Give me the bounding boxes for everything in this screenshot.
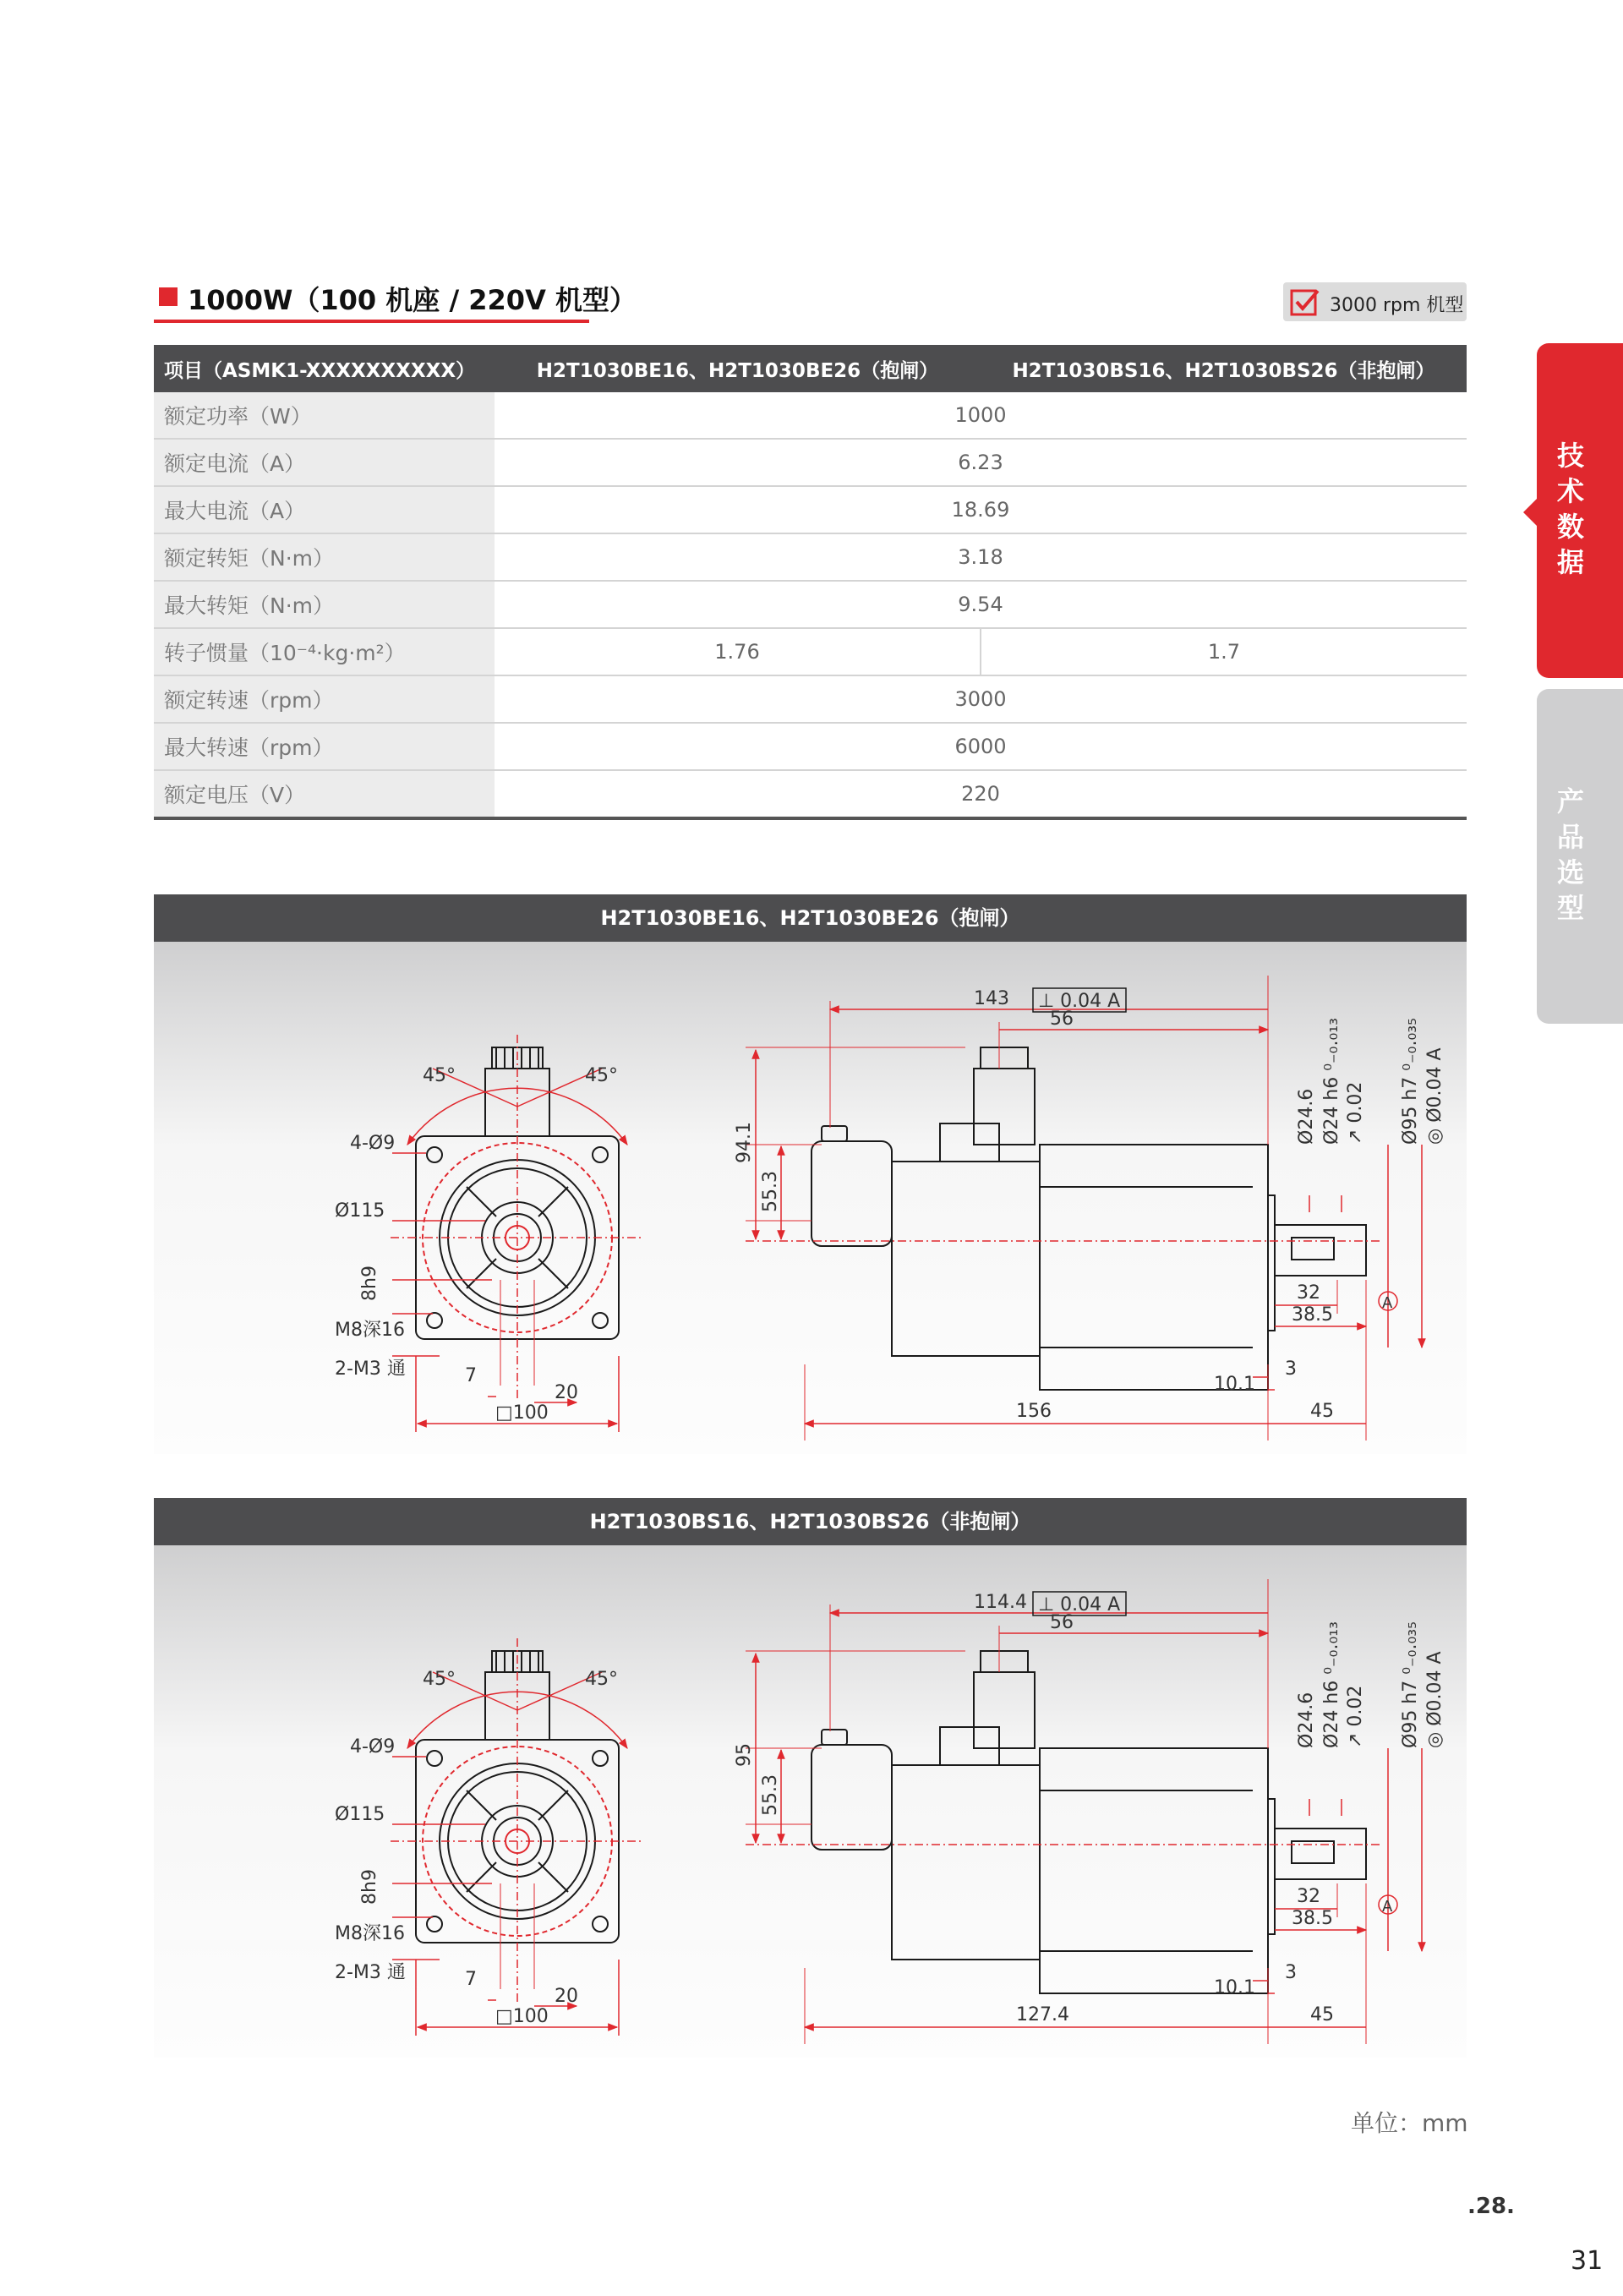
side-tab-product-selection[interactable] [1537, 689, 1623, 1024]
pcd-label: Ø115 [335, 1804, 385, 1825]
front-labels [335, 1065, 618, 1424]
unit-note: 单位：mm [1351, 2109, 1468, 2137]
shaft-dia-label: Ø24.6 [1296, 1088, 1317, 1145]
side-tab-product-selection-label: 产 品 选 型 [1556, 785, 1584, 924]
key-label: 8h9 [359, 1266, 380, 1301]
height-55-label: 55.3 [760, 1171, 781, 1212]
side-labels [734, 1592, 1445, 2025]
side-labels [734, 988, 1445, 1422]
len-56-label: 56 [1050, 1612, 1074, 1633]
shaft-len-label: 45 [1310, 2004, 1334, 2025]
shaft-dia-label: Ø24.6 [1296, 1692, 1317, 1748]
len-total-label: 114.4 [974, 1592, 1027, 1613]
row-label: 最大电流（A） [154, 486, 495, 533]
screw-label: 2-M3 通 [335, 1358, 406, 1380]
mount-hole [593, 1916, 608, 1932]
angle-left-label: 45° [423, 1669, 456, 1690]
shaft-len-label: 45 [1310, 1401, 1334, 1422]
pcd-label: Ø115 [335, 1200, 385, 1222]
bottom-dim-lines [805, 1909, 1366, 2027]
side-connector-head [981, 1047, 1028, 1069]
len-38-label: 38.5 [1292, 1304, 1333, 1326]
row-label: 最大转速（rpm） [154, 723, 495, 770]
power-connector-box [940, 1123, 999, 1162]
mount-hole [593, 1147, 608, 1162]
title-square-icon [159, 287, 178, 306]
encoder-tab [822, 1126, 847, 1141]
table-row [154, 439, 1467, 486]
screw-label: 2-M3 通 [335, 1962, 406, 1983]
mount-hole [427, 1313, 442, 1328]
height-94-label: 95 [734, 1743, 755, 1767]
holes-label: 4-Ø9 [350, 1133, 396, 1154]
row-value: 9.54 [495, 581, 1467, 628]
tolerance-label: ⊥ 0.04 A [1038, 1594, 1121, 1615]
square-label: □100 [495, 1402, 549, 1424]
motor-body [1040, 1748, 1268, 1993]
side-connector [974, 1069, 1035, 1145]
bottom-dim-lines [805, 1305, 1366, 1424]
front-view [391, 1638, 644, 2036]
rpm-badge [1283, 282, 1467, 321]
square-label: □100 [495, 2006, 549, 2027]
row-label: 额定转速（rpm） [154, 675, 495, 723]
page-sub-number: .28. [1467, 2194, 1515, 2219]
len-10-label: 10.1 [1214, 1374, 1255, 1395]
spigot-label: Ø95 h7 ⁰₋₀.₀₃₅ [1400, 1018, 1421, 1145]
side-connector [974, 1672, 1035, 1748]
row-label: 额定转矩（N·m） [154, 533, 495, 581]
angle-left-label: 45° [423, 1065, 456, 1086]
d20-label: 20 [555, 1382, 578, 1403]
shaft [1275, 1829, 1366, 1879]
table-header-brake: H2T1030BE16、H2T1030BE26（抱闸） [495, 345, 981, 392]
shaft-h6-label: Ø24 h6 ⁰₋₀.₀₁₃ [1321, 1018, 1342, 1145]
page-number: 31 [1571, 2246, 1604, 2276]
table-header-item: 项目（ASMK1-XXXXXXXXXX） [154, 345, 495, 392]
datum-label: A [1382, 1294, 1393, 1312]
holes-label: 4-Ø9 [350, 1736, 396, 1758]
drawing-panel-brake [154, 942, 1467, 1454]
len-38-label: 38.5 [1292, 1908, 1333, 1929]
datum-label: A [1382, 1898, 1393, 1916]
len-total-label: 143 [974, 988, 1009, 1009]
table-row [154, 581, 1467, 628]
row-value: 3000 [495, 675, 1467, 723]
center-lines [391, 1035, 644, 1398]
tolerance-label: ⊥ 0.04 A [1038, 991, 1121, 1012]
row-value: 6000 [495, 723, 1467, 770]
brake-section [892, 1162, 1040, 1356]
row-value: 3.18 [495, 533, 1467, 581]
flange-face [1268, 1195, 1275, 1331]
row-value: 6.23 [495, 439, 1467, 486]
row-value: 18.69 [495, 486, 1467, 533]
side-tab-tech-data-label: 技 术 数 据 [1556, 440, 1584, 578]
encoder-tab [822, 1730, 847, 1745]
shaft-h6-label: Ø24 h6 ⁰₋₀.₀₁₃ [1321, 1621, 1342, 1748]
side-tab-tech-data[interactable] [1537, 343, 1623, 678]
body-len-label: 156 [1016, 1401, 1052, 1422]
bottom-ext-lines [805, 1280, 1366, 1440]
row-value-brake: 1.76 [495, 628, 981, 675]
concentric-label: ◎ Ø0.04 A [1424, 1651, 1445, 1748]
body-lines [1040, 1187, 1253, 1348]
height-94-label: 94.1 [734, 1122, 755, 1163]
height-55-label: 55.3 [760, 1774, 781, 1816]
mount-hole [593, 1313, 608, 1328]
body-len-label: 127.4 [1016, 2004, 1069, 2025]
body-lines [1040, 1790, 1253, 1951]
row-label: 最大转矩（N·m） [154, 581, 495, 628]
mount-hole [427, 1751, 442, 1766]
section-title-text: 1000W（100 机座 / 220V 机型） [188, 284, 637, 316]
runout-label: ↗ 0.02 [1345, 1685, 1366, 1748]
checkbox-icon [1290, 287, 1320, 318]
table-row [154, 770, 1467, 818]
len-32-label: 32 [1297, 1282, 1320, 1304]
row-value: 220 [495, 770, 1467, 818]
side-view [746, 1579, 1422, 2044]
table-row [154, 486, 1467, 533]
angle-right-label: 45° [585, 1669, 618, 1690]
len-3-label: 3 [1285, 1962, 1297, 1983]
table-row [154, 675, 1467, 723]
flange-face [1268, 1799, 1275, 1934]
side-view [746, 976, 1422, 1440]
row-value-nobrake: 1.7 [981, 628, 1467, 675]
len-10-label: 10.1 [1214, 1977, 1255, 1998]
len-3-label: 3 [1285, 1358, 1297, 1380]
dimension-drawing [154, 1545, 1467, 2058]
brake-section [892, 1765, 1040, 1960]
power-connector-box [940, 1727, 999, 1765]
row-label: 额定电流（A） [154, 439, 495, 486]
angle-right-label: 45° [585, 1065, 618, 1086]
tap-label: M8深16 [335, 1923, 405, 1944]
spec-table [154, 345, 1467, 820]
table-row [154, 533, 1467, 581]
mount-hole [427, 1147, 442, 1162]
runout-label: ↗ 0.02 [1345, 1081, 1366, 1145]
mount-hole [593, 1751, 608, 1766]
d7-label: 7 [465, 1365, 477, 1386]
table-header-row [154, 345, 1467, 392]
center-lines [391, 1638, 644, 2002]
side-tab-notch [1523, 499, 1537, 526]
tap-label: M8深16 [335, 1320, 405, 1341]
drawing-title-nobrake: H2T1030BS16、H2T1030BS26（非抱闸） [154, 1498, 1467, 1545]
table-row [154, 628, 1467, 675]
row-label: 额定电压（V） [154, 770, 495, 818]
drawing-panel-nobrake [154, 1545, 1467, 2058]
table-row [154, 392, 1467, 439]
dimension-drawing [154, 942, 1467, 1454]
table-header-nobrake: H2T1030BS16、H2T1030BS26（非抱闸） [981, 345, 1467, 392]
row-label: 转子惯量（10⁻⁴·kg·m²） [154, 628, 495, 675]
encoder-cover [812, 1141, 892, 1246]
encoder-cover [812, 1745, 892, 1850]
d7-label: 7 [465, 1969, 477, 1990]
badge-label: 3000 rpm 机型 [1330, 295, 1464, 316]
mount-hole [427, 1916, 442, 1932]
concentric-label: ◎ Ø0.04 A [1424, 1047, 1445, 1145]
motor-body [1040, 1145, 1268, 1390]
side-connector-head [981, 1651, 1028, 1672]
spigot-label: Ø95 h7 ⁰₋₀.₀₃₅ [1400, 1621, 1421, 1748]
section-title [154, 277, 637, 323]
row-label: 额定功率（W） [154, 392, 495, 439]
table-row [154, 723, 1467, 770]
bottom-ext-lines [805, 1883, 1366, 2044]
len-56-label: 56 [1050, 1009, 1074, 1030]
row-value: 1000 [495, 392, 1467, 439]
shaft [1275, 1225, 1366, 1276]
key-label: 8h9 [359, 1869, 380, 1905]
d20-label: 20 [555, 1986, 578, 2007]
front-view [391, 1035, 644, 1432]
front-labels [335, 1669, 618, 2027]
drawing-title-brake: H2T1030BE16、H2T1030BE26（抱闸） [154, 894, 1467, 942]
len-32-label: 32 [1297, 1886, 1320, 1907]
